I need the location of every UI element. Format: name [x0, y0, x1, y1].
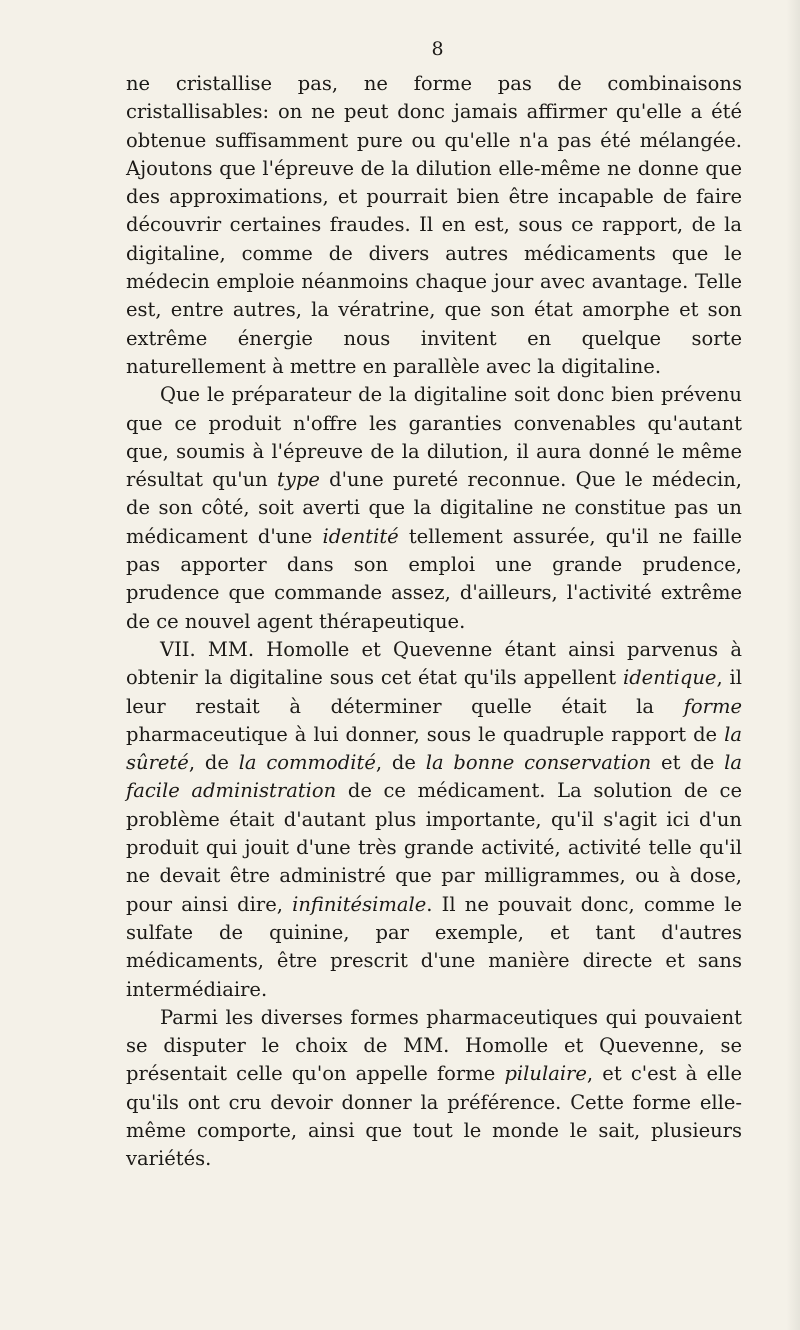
text-segment: , de	[375, 751, 426, 775]
text-segment: VII. MM. Homolle et Quevenne étant ainsi parvenus à obtenir la digitaline sous cet état qu'ils appellent	[126, 637, 742, 690]
italic-term: la commodité	[238, 751, 376, 775]
italic-term: type	[277, 468, 320, 492]
text-segment: , il leur restait à déterminer quelle était la	[126, 666, 742, 718]
text-segment: . Il ne pouvait donc, comme le sulfate de quinine, par exemple, et tant d'autres médicaments, être prescrit d'une manière directe et sans intermédiaire.	[126, 892, 742, 1001]
text-segment: , et c'est à elle qu'ils ont cru devoir donner la préférence. Cette forme elle-même comporte, ainsi que tout le monde le sait, plusieurs variétés.	[126, 1062, 742, 1171]
paragraph-3	[126, 636, 742, 1004]
italic-term: identique	[622, 666, 717, 690]
paragraph-4	[126, 1004, 742, 1174]
book-page	[126, 38, 742, 1174]
italic-term: infinitésimale	[292, 892, 427, 916]
page-number: 8	[431, 38, 445, 60]
text-segment: de ce médicament. La solution de ce problème était d'autant plus importante, qu'il s'agit ici d'un produit qui jouit d'une très grande activité, activité telle qu'il ne devait être administré que par milligrammes, ou à dose, pour ainsi dire,	[126, 779, 742, 916]
text-segment: , de	[188, 751, 239, 775]
italic-term: la facile administration	[126, 751, 742, 803]
text-segment: pharmaceutique à lui donner, sous le quadruple rapport de	[126, 722, 725, 746]
paragraph-1	[126, 70, 742, 381]
page-edge-shadow	[786, 0, 800, 1330]
text-segment: Parmi les diverses formes pharmaceutiques qui pouvaient se disputer le choix de MM. Homolle et Quevenne, se présentait celle qu'on appelle forme	[126, 1005, 742, 1086]
italic-term: la sûreté	[126, 722, 742, 775]
italic-term: identité	[322, 524, 399, 548]
text-segment: Que le préparateur de la digitaline soit donc bien prévenu que ce produit n'offre les garanties convenables qu'autant que, soumis à l'épreuve de la dilution, il aura donné le même résultat qu'un	[126, 383, 742, 492]
italic-term: pilulaire	[504, 1062, 587, 1086]
text-segment: ne cristallise pas, ne forme pas de combinaisons cristallisables: on ne peut donc jamais affirmer qu'elle a été obtenue suffisamment pure ou qu'elle n'a pas été mélangée. Ajoutons que l'épreuve de la dilution elle-même ne donne que des approximations, et pourrait bien être incapable de faire découvrir certaines fraudes. Il en est, sous ce rapport, de la digitaline, comme de divers autres médicaments que le médecin emploie néanmoins chaque jour avec avantage. Telle est, entre autres, la vératrine, que son état amorphe et son extrême énergie nous invitent en quelque sorte naturellement à mettre en parallèle avec la digitaline.	[126, 72, 742, 378]
text-segment: et de	[651, 751, 725, 775]
text-segment: tellement assurée, qu'il ne faille pas apporter dans son emploi une grande prudence, prudence que commande assez, d'ailleurs, l'activité extrême de ce nouvel agent thérapeutique.	[126, 524, 742, 633]
paragraph-2	[126, 381, 742, 636]
italic-term: la bonne conservation	[425, 751, 652, 775]
text-segment: d'une pureté reconnue. Que le médecin, de son côté, soit averti que la digitaline ne constitue pas un médicament d'une	[126, 468, 742, 548]
italic-term: forme	[683, 694, 742, 718]
